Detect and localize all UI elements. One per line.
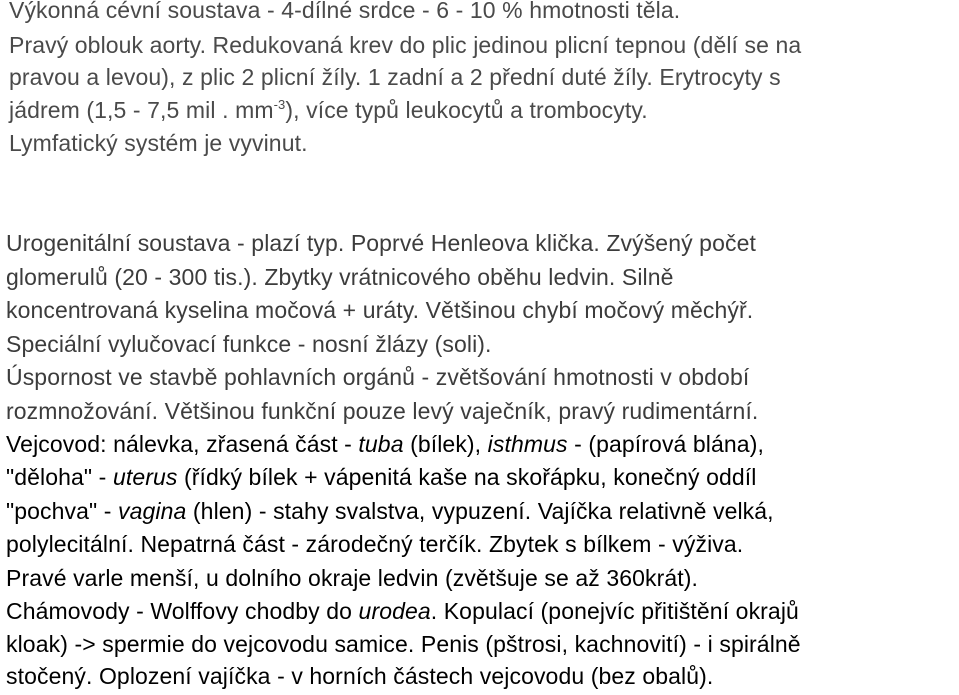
text-line bbox=[6, 496, 774, 526]
text-line: stočený. Oplození vajíčka - v horních částech vejcovodu (bez obalů). bbox=[6, 663, 714, 689]
text-segment: Chámovody - Wolffovy chodby do bbox=[6, 598, 359, 624]
text-line: glomerulů (20 - 300 tis.). Zbytky vrátnicového oběhu ledvin. Silně bbox=[6, 264, 674, 290]
latin-term: urodea bbox=[358, 598, 431, 624]
text-segment: (bílek), bbox=[403, 431, 488, 457]
text-line: Pravé varle menší, u dolního okraje ledvin (zvětšuje se až 360krát). bbox=[6, 565, 699, 591]
latin-term: tuba bbox=[358, 431, 404, 457]
text-segment: (řídký bílek + vápenitá kaše na skořápku, konečný oddíl bbox=[177, 464, 757, 490]
text-line bbox=[9, 95, 648, 125]
text-line: Lymfatický systém je vyvinut. bbox=[9, 130, 308, 156]
superscript: -3 bbox=[273, 97, 286, 112]
text-line bbox=[6, 462, 756, 492]
text-segment: . Kopulací (ponejvíc přitištění okrajů bbox=[430, 598, 799, 624]
latin-term: isthmus bbox=[487, 431, 568, 457]
text-segment: (hlen) - stahy svalstva, vypuzení. Vajíčka relativně velká, bbox=[186, 498, 774, 524]
text-line: koncentrovaná kyselina močová + uráty. Většinou chybí močový měchýř. bbox=[6, 297, 754, 323]
text-segment: Vejcovod: nálevka, zřasená část - bbox=[6, 431, 359, 457]
text-line: kloak) -> spermie do vejcovodu samice. Penis (pštrosi, kachnovití) - i spirálně bbox=[6, 631, 801, 657]
text-line: Pravý oblouk aorty. Redukovaná krev do plic jedinou plicní tepnou (dělí se na bbox=[9, 32, 802, 58]
text-segment: - (papírová blána), bbox=[567, 431, 764, 457]
text-line: Speciální vylučovací funkce - nosní žlázy (soli). bbox=[6, 331, 492, 357]
text-line bbox=[6, 429, 764, 459]
text-line: Urogenitální soustava - plazí typ. Poprvé Henleova klička. Zvýšený počet bbox=[6, 230, 756, 256]
latin-term: vagina bbox=[118, 498, 187, 524]
text-segment: ), více typů leukocytů a trombocyty. bbox=[285, 97, 648, 123]
text-segment: "pochva" - bbox=[6, 498, 119, 524]
text-line: rozmnožování. Většinou funkční pouze levý vaječník, pravý rudimentární. bbox=[6, 398, 759, 424]
text-segment: jádrem (1,5 - 7,5 mil . mm bbox=[9, 97, 274, 123]
text-line: pravou a levou), z plic 2 plicní žíly. 1 zadní a 2 přední duté žíly. Erytrocyty s bbox=[9, 64, 781, 90]
text-line bbox=[6, 596, 799, 626]
text-line: Výkonná cévní soustava - 4-dílné srdce - 6 - 10 % hmotnosti těla. bbox=[9, 0, 681, 23]
latin-term: uterus bbox=[112, 464, 178, 490]
text-segment: "děloha" - bbox=[6, 464, 113, 490]
text-line: polylecitální. Nepatrná část - zárodečný terčík. Zbytek s bílkem - výživa. bbox=[6, 531, 744, 557]
text-line: Úspornost ve stavbě pohlavních orgánů - zvětšování hmotnosti v období bbox=[6, 364, 750, 390]
